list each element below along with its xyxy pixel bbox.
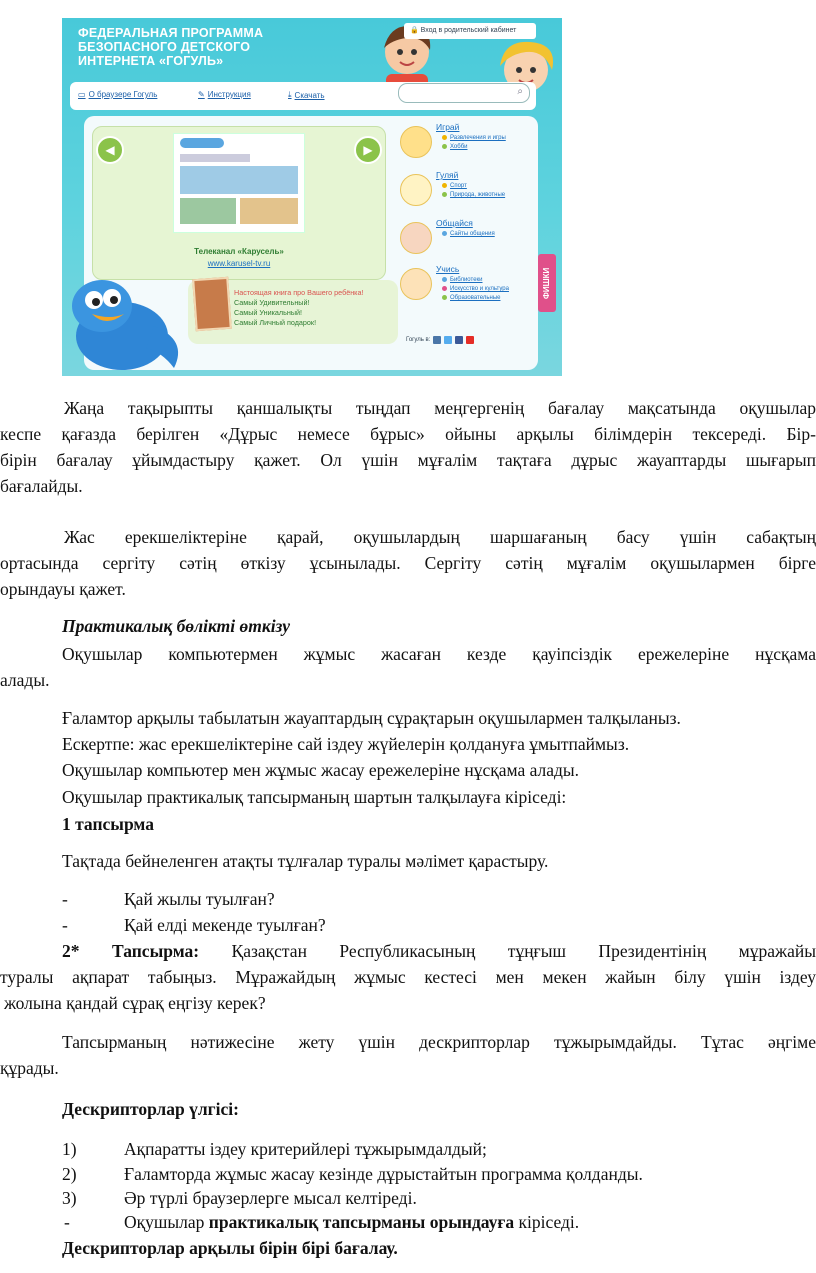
descriptors-heading: Дескрипторлар үлгісі: [62,1099,239,1119]
site-title [78,26,328,68]
paragraph-4-line: Тапсырманың нәтижесіне жету үшін дескрипторлар тұжырымдайды. Тұтас әңгіме [62,1032,816,1052]
category-title[interactable]: Учись [436,264,460,274]
category-subitem[interactable] [442,277,483,283]
chat-category-icon [400,222,432,254]
text-line: Ескертпе: жас ерекшеліктеріне сай іздеу жүйелерін қолдануға ұмытпаймыз. [62,734,630,754]
monitor-icon: ▭ [78,90,86,99]
item-text: Оқушылар [124,1212,209,1232]
text-line: Ғаламтор арқылы табылатын жауаптардың сұрақтарын оқушылармен талқыланыз. [62,708,681,728]
task-2-line: жолына қандай сұрақ еңгізу керек? [4,993,266,1013]
question-item: Қай жылы туылған? [124,889,275,909]
category-subitem[interactable] [442,135,506,141]
task-2-line: туралы ақпарат табыңыз. Мұражайдың жұмыс кестесі мен мекен жайын білу үшін іздеу [0,967,816,987]
subitem-label: Библиотеки [450,277,483,284]
nav-label: Инструкция [207,90,251,99]
category-title[interactable]: Гуляй [436,170,459,180]
carousel-caption-title: Телеканал «Карусель» [194,247,284,256]
category-learn[interactable] [400,264,532,314]
text-line: Оқушылар компьютер мен жұмыс жасау ережелеріне нұсқама алады. [62,760,580,780]
category-subitem[interactable] [442,286,509,292]
play-category-icon [400,126,432,158]
paragraph-2-line: ортасында сергіту сәтің өткізу ұсынылады. Сергіту сәтің мұғалім оқушылармен бірге [0,553,816,573]
descriptor-item: Әр түрлі браузерлерге мысал келтіреді. [124,1188,417,1208]
carousel-caption-link[interactable]: www.karusel-tv.ru [207,259,271,268]
descriptor-item: Ақпаратты іздеу критерийлері тұжырымдалдый; [124,1139,487,1159]
task-1-text: Тақтада бейнеленген атақты тұлғалар туралы мәлімет қарастыру. [62,851,549,871]
parent-cabinet-label: Вход в родительский кабинет [420,27,517,34]
category-subitem[interactable] [442,231,495,237]
category-walk[interactable] [400,170,532,220]
paragraph-4-line: құрады. [0,1058,59,1078]
subitem-label: Природа, животные [450,192,506,199]
category-title[interactable]: Играй [436,122,460,132]
paragraph-2-line: орындауы қажет. [0,579,126,599]
site-search-input[interactable] [398,83,530,103]
subitem-label: Образовательные [450,295,501,302]
paragraph-1-line: кеспе қағазда берілген «Дұрыс немесе бұрыс» ойыны арқылы білімдерін тексереді. Бір- [0,424,816,444]
list-dash: - [62,915,68,935]
descriptor-item [124,1209,579,1235]
list-number: 3) [62,1188,77,1208]
search-icon: ⌕ [517,86,523,97]
site-title-line: ИНТЕРНЕТА «ГОГУЛЬ» [78,54,224,68]
item-text: кіріседі. [514,1212,580,1232]
book-line: Самый Личный подарок! [234,318,317,327]
text-line: Оқушылар практикалық тапсырманың шартын талқылауға кіріседі: [62,787,567,807]
final-heading: Дескрипторлар арқылы бірін бірі бағалау. [62,1238,398,1258]
practical-heading: Практикалық бөлікті өткізу [62,616,291,636]
task-2-text: Қазақстан Республикасының тұңғыш Президентінің мұражайы [231,941,816,961]
facebook-icon[interactable] [455,336,463,344]
walk-category-icon [400,174,432,206]
paragraph-1-line: Жаңа тақырыпты қаншалықты тыңдап меңгергенің бағалау мақсатында оқушылар [64,398,816,418]
youtube-icon[interactable] [466,336,474,344]
nav-download[interactable] [288,90,325,100]
category-subitem[interactable] [442,144,468,150]
book-banner-text [234,288,363,328]
carousel-preview-image [173,133,305,233]
subitem-label: Спорт [450,183,467,190]
subitem-label: Хобби [450,144,468,151]
paragraph-1-line: бағалайды. [0,476,83,496]
task-1-heading: 1 тапсырма [62,814,154,834]
task-2-line [0,938,816,964]
item-text-bold: практикалық тапсырманы орындауға [208,1212,515,1232]
nav-instructions[interactable] [198,90,251,99]
website-screenshot [62,18,562,376]
category-chat[interactable] [400,218,532,268]
category-title[interactable]: Общайся [436,218,473,228]
list-dash: - [64,1212,70,1232]
parent-cabinet-link[interactable] [404,23,536,39]
book-cover-image [192,277,232,331]
vk-icon[interactable] [433,336,441,344]
descriptor-item: Ғаламторда жұмыс жасау кезінде дұрыстайтын программа қолданды. [124,1164,643,1184]
task-2-label: 2* Тапсырма: [62,941,200,961]
paragraph-1-line: бірін бағалау ұйымдастыру қажет. Ол үшін мұғалім тақтаға дұрыс жауаптарды шығарып [0,450,816,470]
category-subitem[interactable] [442,295,500,301]
site-title-line: БЕЗОПАСНОГО ДЕТСКОГО [78,40,251,54]
nav-about-browser[interactable] [78,90,157,99]
list-number: 1) [62,1139,77,1159]
learn-category-icon [400,268,432,300]
site-title-line: ФЕДЕРАЛЬНАЯ ПРОГРАММА [78,26,264,40]
paragraph-3-line: Оқушылар компьютермен жұмыс жасаған кезде қауіпсіздік ережелеріне нұсқама [62,644,816,664]
paragraph-3-line: алады. [0,670,50,690]
tools-icon: ✎ [198,90,205,99]
category-subitem[interactable] [442,183,467,189]
subitem-label: Искусство и культура [450,286,509,293]
book-line: Настоящая книга про Вашего ребёнка! [234,288,364,297]
twitter-icon[interactable] [444,336,452,344]
book-line: Самый Уникальный! [234,308,303,317]
lock-icon: 🔒 [410,27,419,34]
subitem-label: Развлечения и игры [450,135,506,142]
list-dash: - [62,889,68,909]
carousel-next-button[interactable]: ▶ [354,136,382,164]
duck-mascot [62,256,192,376]
paragraph-2-line: Жас ерекшеліктеріне қарай, оқушылардың шаршағаның басу үшін сабақтың [64,527,816,547]
carousel-prev-button[interactable]: ◀ [96,136,124,164]
download-icon: ⤓ [288,90,292,99]
category-play[interactable] [400,122,532,172]
subitem-label: Сайты общения [450,231,495,238]
book-line: Самый Удивительный! [234,298,310,307]
category-subitem[interactable] [442,192,505,198]
social-label: Гогуль в: [406,337,431,343]
list-number: 2) [62,1164,77,1184]
nav-label: О браузере Гогуль [88,90,158,99]
question-item: Қай елді мекенде туылған? [124,915,326,935]
fishki-tab[interactable]: ФИШКИ [538,254,556,312]
nav-label: Скачать [294,90,325,100]
social-links [406,336,474,344]
